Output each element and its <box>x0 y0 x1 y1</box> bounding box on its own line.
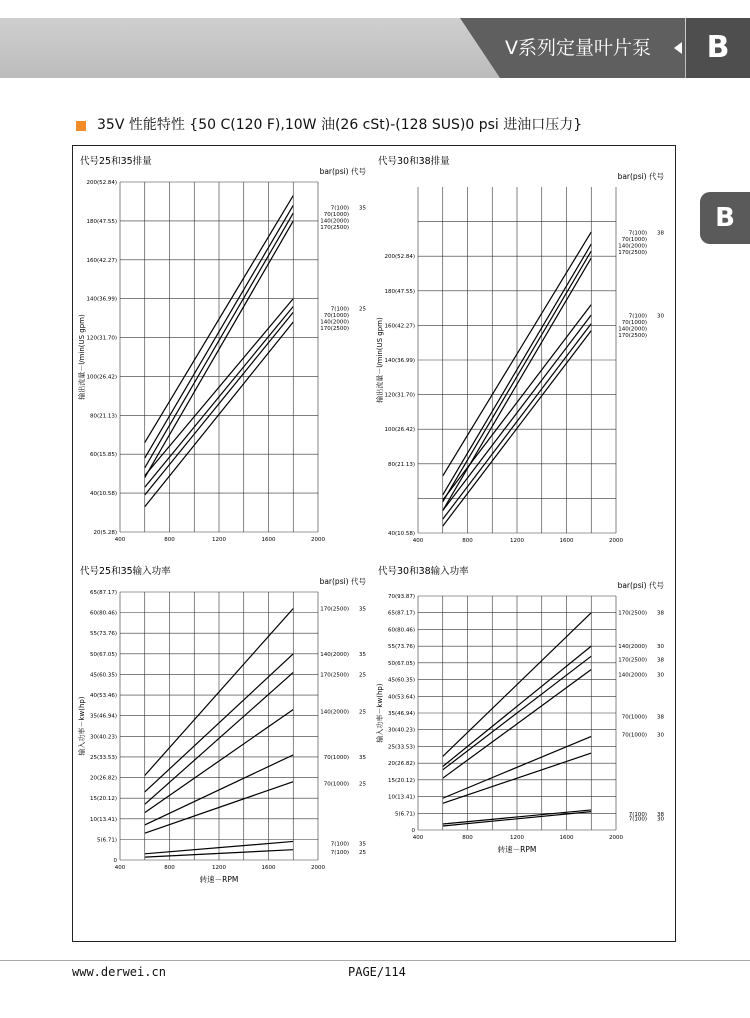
y-tick-label: 0 <box>113 858 117 864</box>
x-axis-label: 转速－RPM <box>199 875 239 884</box>
y-tick-label: 200(52.84) <box>384 254 415 261</box>
section-title: 35V 性能特性 {50 C(120 F),10W 油(26 cSt)-(128 SUS)0 psi 进油口压力} <box>97 117 583 133</box>
footer-url[interactable]: www.derwei.cn <box>72 965 166 979</box>
y-axis-label: 输出流量－l/min(US gpm) <box>78 314 86 400</box>
legend-code-label: 30 <box>657 644 664 651</box>
x-tick-label: 800 <box>164 865 175 871</box>
x-tick-label: 400 <box>412 835 424 841</box>
legend-code-label: 30 <box>657 672 664 679</box>
y-tick-label: 60(80.46) <box>387 627 415 634</box>
x-tick-label: 1600 <box>559 538 574 544</box>
x-tick-label: 1200 <box>212 865 226 871</box>
x-axis-label: 转速－RPM <box>497 845 537 854</box>
y-tick-label: 50(67.05) <box>89 651 117 658</box>
legend-pressure-label: 140(2000) <box>320 651 349 658</box>
legend-header: bar(psi) 代号 <box>319 577 366 586</box>
chart-title: 代号25和35输入功率 <box>80 566 171 577</box>
legend-pressure-label: 140(2000) <box>320 218 349 225</box>
header-pointer-icon <box>674 42 682 54</box>
header-section-tab[interactable]: B <box>686 18 750 78</box>
legend-pressure-label: 140(2000) <box>618 644 647 651</box>
x-tick-label: 2000 <box>311 865 325 871</box>
x-tick-label: 400 <box>412 538 424 544</box>
x-tick-label: 800 <box>164 537 175 543</box>
y-tick-label: 160(42.27) <box>384 323 415 330</box>
footer-divider <box>0 960 750 961</box>
legend-code-label: 25 <box>359 781 366 788</box>
legend-pressure-label: 170(2500) <box>618 657 647 664</box>
legend-pressure-label: 7(100) <box>628 230 647 237</box>
x-tick-label: 800 <box>462 835 473 841</box>
x-tick-label: 1200 <box>510 538 524 544</box>
side-section-tab[interactable]: B <box>700 192 750 244</box>
legend-pressure-label: 170(2500) <box>618 610 647 617</box>
y-tick-label: 45(60.35) <box>387 677 415 684</box>
y-tick-label: 25(33.53) <box>89 754 117 761</box>
y-tick-label: 45(60.35) <box>89 672 117 679</box>
y-tick-label: 40(10.58) <box>387 531 415 537</box>
legend-pressure-label: 70(1000) <box>323 754 349 761</box>
legend-pressure-label: 7(100) <box>628 811 647 818</box>
legend-pressure-label: 170(2500) <box>320 224 349 231</box>
y-tick-label: 180(47.55) <box>86 218 117 225</box>
y-tick-label: 100(26.42) <box>384 427 415 434</box>
y-tick-label: 80(21.13) <box>89 413 117 420</box>
legend-pressure-label: 70(1000) <box>621 732 647 739</box>
legend-pressure-label: 70(1000) <box>621 714 647 721</box>
legend-pressure-label: 170(2500) <box>618 250 647 257</box>
legend-pressure-label: 140(2000) <box>320 709 349 716</box>
y-tick-label: 140(36.99) <box>384 358 415 364</box>
legend-pressure-label: 170(2500) <box>618 333 647 340</box>
chart-flow-30-38 <box>374 152 674 547</box>
y-tick-label: 80(21.13) <box>387 461 415 468</box>
y-axis-label: 输入功率－kw(hp) <box>376 683 384 743</box>
x-tick-label: 1600 <box>261 865 276 871</box>
legend-code-label: 30 <box>657 313 664 320</box>
y-tick-label: 60(80.46) <box>89 610 117 617</box>
x-tick-label: 400 <box>114 865 126 871</box>
y-axis-label: 输出流量－l/min(US gpm) <box>376 317 384 403</box>
y-tick-label: 20(26.82) <box>387 761 415 768</box>
y-tick-label: 10(13.41) <box>387 794 415 801</box>
legend-pressure-label: 7(100) <box>330 849 349 856</box>
y-tick-label: 30(40.23) <box>387 727 415 734</box>
legend-code-label: 35 <box>359 205 366 212</box>
x-tick-label: 2000 <box>609 835 623 841</box>
y-tick-label: 35(46.94) <box>387 711 415 717</box>
legend-pressure-label: 140(2000) <box>618 243 647 250</box>
y-tick-label: 15(20.12) <box>387 777 415 784</box>
x-tick-label: 800 <box>462 538 473 544</box>
x-tick-label: 1600 <box>559 835 574 841</box>
legend-code-label: 35 <box>359 754 366 761</box>
y-axis-label: 输入功率－kw(hp) <box>78 696 86 756</box>
legend-code-label: 35 <box>359 606 366 613</box>
x-tick-label: 1200 <box>212 537 226 543</box>
y-tick-label: 20(5.28) <box>93 530 117 536</box>
legend-pressure-label: 70(1000) <box>323 781 349 788</box>
y-tick-label: 55(73.76) <box>387 644 415 651</box>
y-tick-label: 40(53.46) <box>89 693 117 700</box>
legend-pressure-label: 140(2000) <box>320 319 349 326</box>
y-tick-label: 200(52.84) <box>86 180 117 186</box>
header-title: V系列定量叶片泵 <box>505 37 651 59</box>
legend-pressure-label: 170(2500) <box>320 672 349 679</box>
legend-header: bar(psi) 代号 <box>617 581 664 590</box>
y-tick-label: 160(42.27) <box>86 257 117 264</box>
x-tick-label: 2000 <box>609 538 623 544</box>
y-tick-label: 20(26.82) <box>89 775 117 782</box>
legend-code-label: 30 <box>657 732 664 739</box>
y-tick-label: 65(87.17) <box>89 590 117 596</box>
x-tick-label: 400 <box>114 537 126 543</box>
legend-pressure-label: 140(2000) <box>618 672 647 679</box>
legend-code-label: 30 <box>657 816 664 823</box>
y-tick-label: 5(6.71) <box>394 811 415 818</box>
legend-code-label: 38 <box>657 230 664 237</box>
legend-code-label: 38 <box>657 610 664 617</box>
legend-pressure-label: 170(2500) <box>320 325 349 332</box>
y-tick-label: 40(10.58) <box>89 491 117 498</box>
chart-title: 代号25和35排量 <box>80 156 152 167</box>
chart-power-25-35 <box>76 562 376 892</box>
y-tick-label: 140(36.99) <box>86 296 117 303</box>
legend-pressure-label: 7(100) <box>330 205 349 212</box>
legend-code-label: 25 <box>359 306 366 313</box>
x-tick-label: 1600 <box>261 537 276 543</box>
chart-flow-25-35 <box>76 152 376 547</box>
chart-title: 代号30和38排量 <box>378 156 450 167</box>
y-tick-label: 40(53.64) <box>387 694 415 701</box>
legend-pressure-label: 140(2000) <box>618 326 647 333</box>
y-tick-label: 25(33.53) <box>387 744 415 751</box>
y-tick-label: 5(6.71) <box>96 837 117 844</box>
legend-pressure-label: 70(1000) <box>621 237 647 244</box>
legend-pressure-label: 70(1000) <box>621 320 647 327</box>
y-tick-label: 120(31.70) <box>86 335 117 342</box>
legend-code-label: 38 <box>657 657 664 664</box>
y-tick-label: 10(13.41) <box>89 816 117 823</box>
x-tick-label: 1200 <box>510 835 524 841</box>
y-tick-label: 120(31.70) <box>384 392 415 399</box>
y-tick-label: 50(67.05) <box>387 660 415 667</box>
chart-title: 代号30和38输入功率 <box>378 566 469 577</box>
y-tick-label: 100(26.42) <box>86 374 117 381</box>
section-bullet-icon <box>76 121 86 131</box>
legend-code-label: 35 <box>359 841 366 848</box>
y-tick-label: 0 <box>411 828 415 834</box>
y-tick-label: 55(73.76) <box>89 631 117 638</box>
legend-header: bar(psi) 代号 <box>319 167 366 176</box>
legend-pressure-label: 7(100) <box>330 841 349 848</box>
y-tick-label: 180(47.55) <box>384 288 415 295</box>
x-tick-label: 2000 <box>311 537 325 543</box>
chart-power-30-38 <box>374 562 674 862</box>
y-tick-label: 15(20.12) <box>89 796 117 803</box>
y-tick-label: 60(15.85) <box>89 452 117 459</box>
legend-pressure-label: 7(100) <box>628 313 647 320</box>
legend-pressure-label: 170(2500) <box>320 606 349 613</box>
legend-code-label: 38 <box>657 811 664 818</box>
y-tick-label: 35(46.94) <box>89 713 117 720</box>
legend-code-label: 35 <box>359 651 366 658</box>
legend-pressure-label: 70(1000) <box>323 211 349 218</box>
y-tick-label: 70(93.87) <box>387 594 415 600</box>
legend-pressure-label: 7(100) <box>330 306 349 313</box>
footer-page-number: PAGE/114 <box>348 965 406 979</box>
legend-code-label: 25 <box>359 672 366 679</box>
y-tick-label: 65(87.17) <box>387 610 415 617</box>
legend-code-label: 38 <box>657 714 664 721</box>
legend-code-label: 25 <box>359 849 366 856</box>
legend-header: bar(psi) 代号 <box>617 172 664 181</box>
legend-code-label: 25 <box>359 709 366 716</box>
legend-pressure-label: 7(100) <box>628 816 647 823</box>
legend-pressure-label: 70(1000) <box>323 312 349 319</box>
y-tick-label: 30(40.23) <box>89 734 117 741</box>
